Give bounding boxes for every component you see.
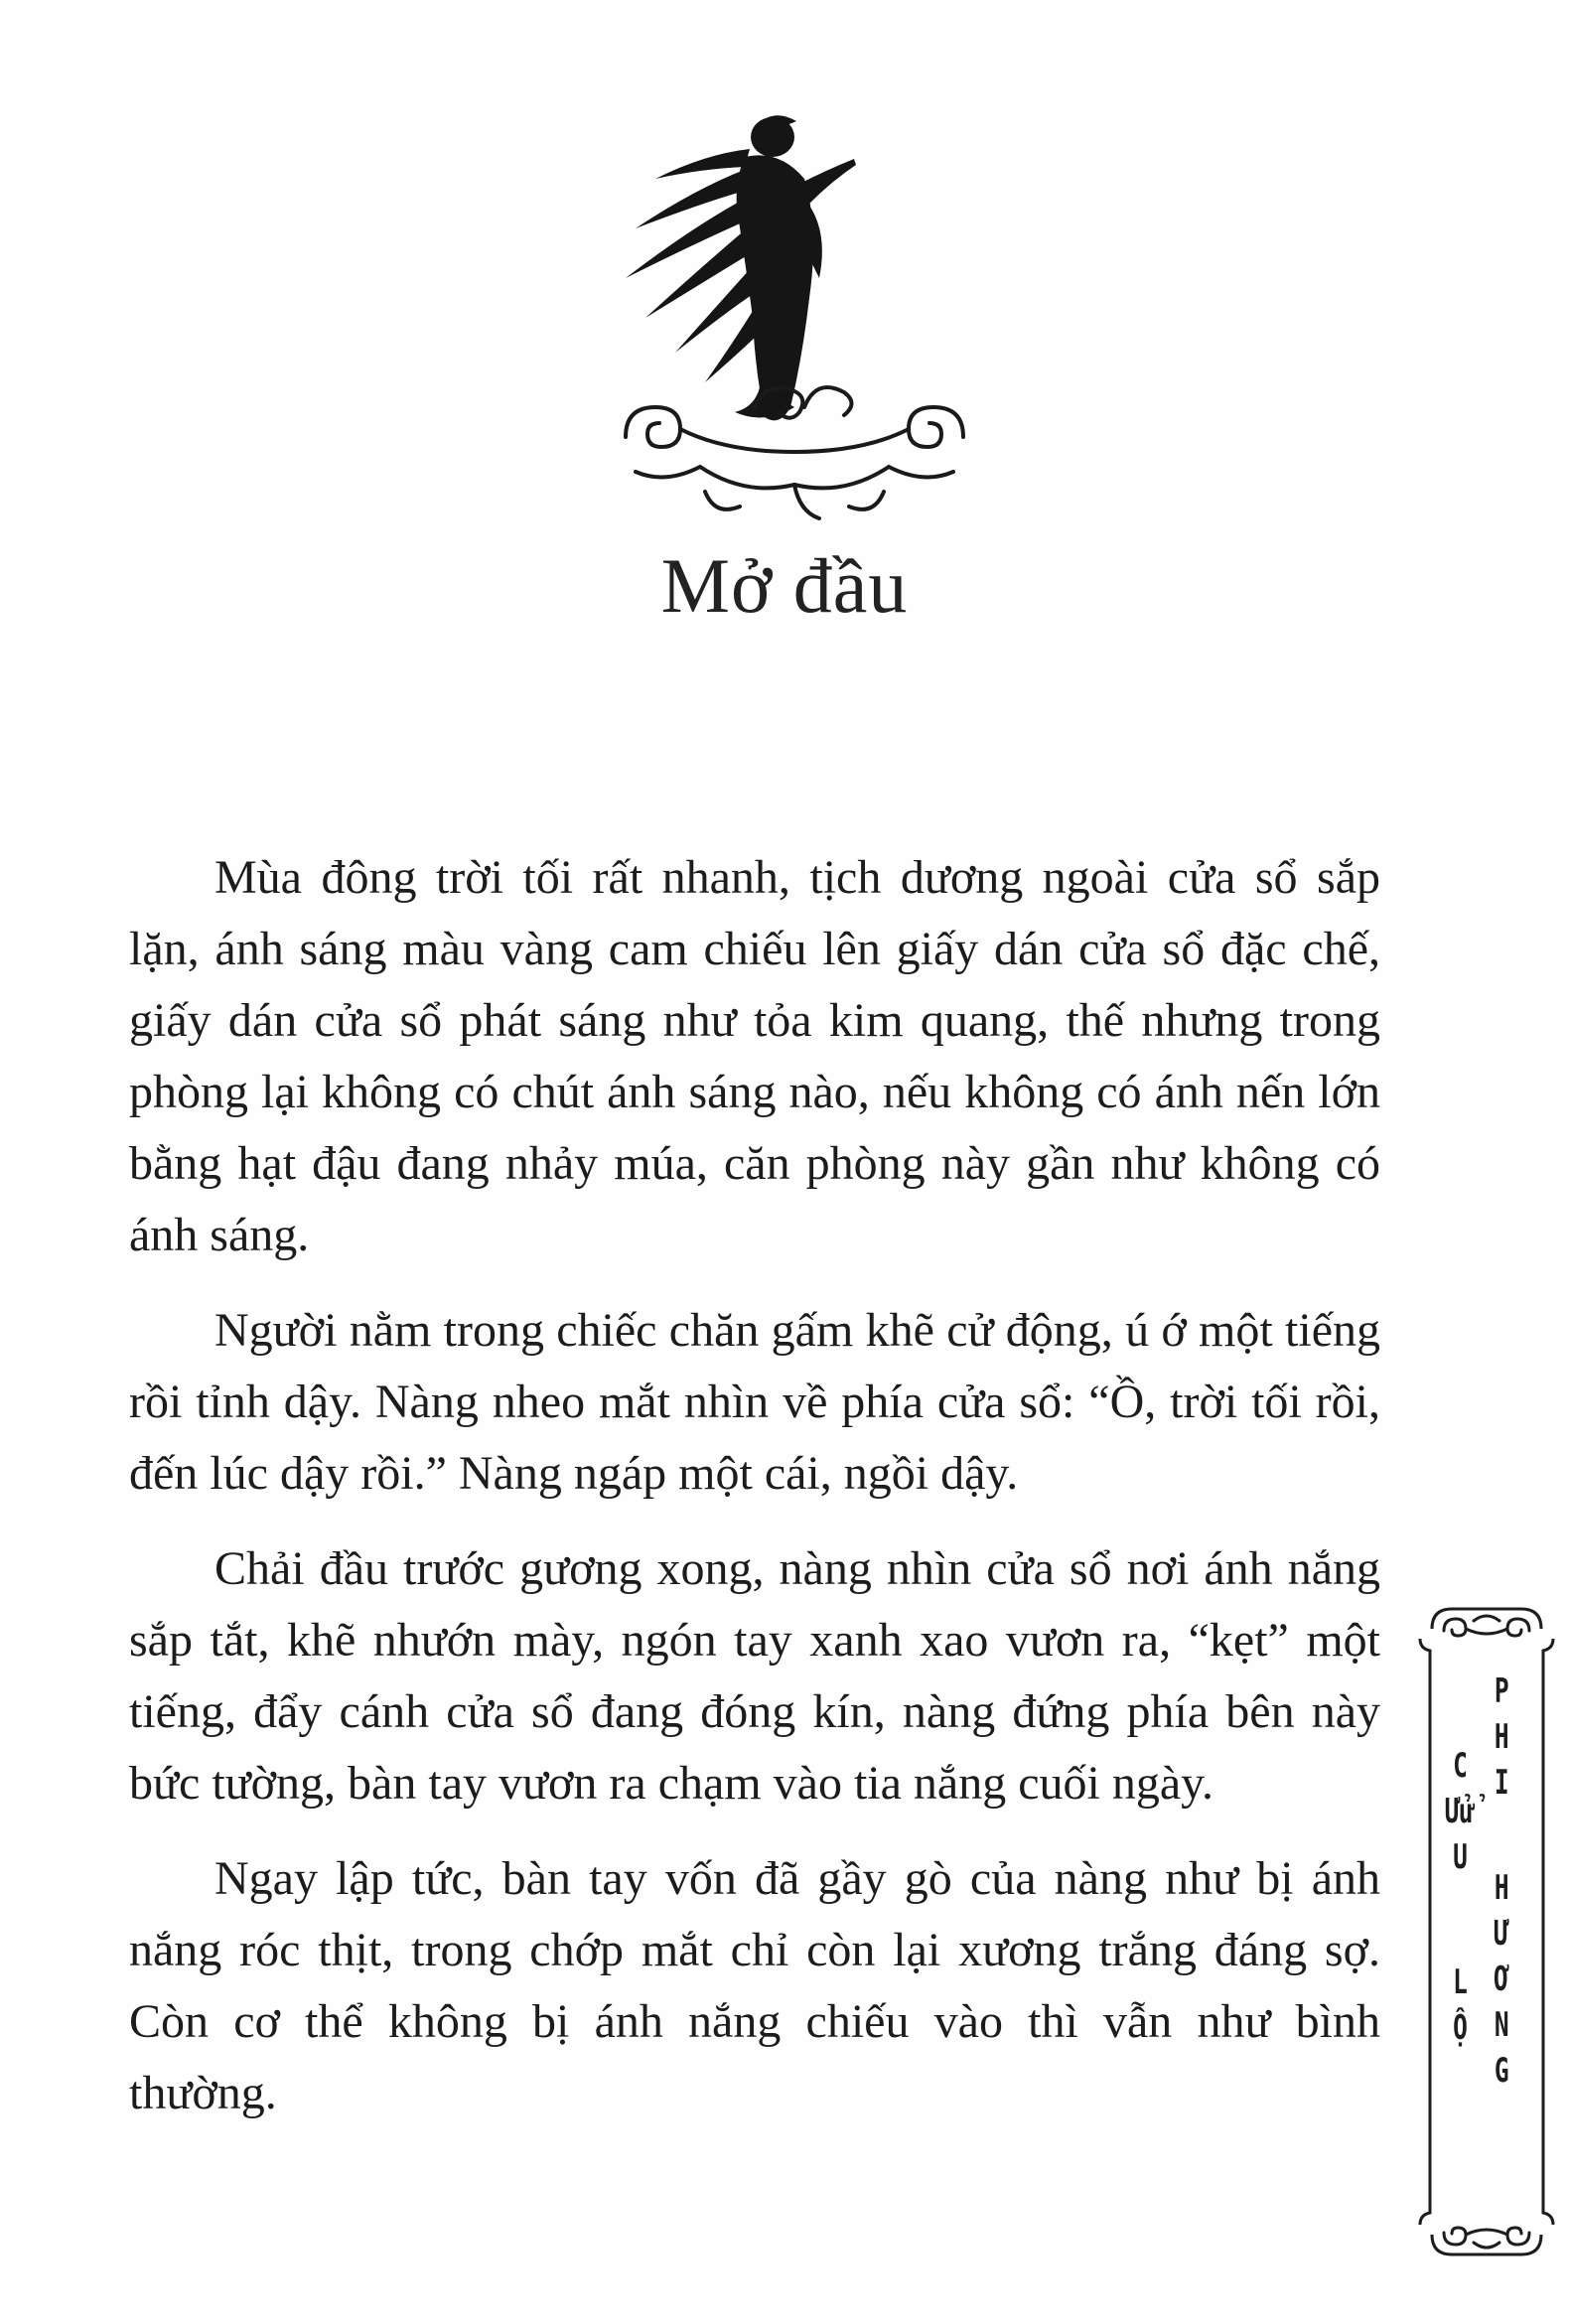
side-letter: C [1453, 1746, 1468, 1786]
side-letter: H [1494, 1868, 1509, 1908]
side-letter: Ư [1494, 1914, 1509, 1954]
chapter-title: Mở đầu [660, 542, 909, 629]
side-tab-frame [1412, 1589, 1561, 2274]
side-letter: H [1494, 1717, 1509, 1757]
side-letter: Ơ [1494, 1960, 1509, 1999]
side-letter: Ửử [1445, 1792, 1476, 1831]
side-tab [1412, 1589, 1561, 2274]
cloud-scroll-icon [1444, 1616, 1529, 1636]
side-letter: G [1494, 2051, 1509, 2091]
side-letter: L [1453, 1962, 1468, 2002]
paragraph: Ngay lập tức, bàn tay vốn đã gầy gò của nàng như bị ánh nắng róc thịt, trong chớp mắt chỉ còn lại xương trắng đáng sợ. Còn cơ thể không bị ánh nắng chiếu vào thì vẫn như bình thường. [129, 1852, 1380, 2119]
side-tab-book [1495, 1669, 1509, 2094]
paragraph: Mùa đông trời tối rất nhanh, tịch dương ngoài cửa sổ sắp lặn, ánh sáng màu vàng cam chiếu lên giấy dán cửa sổ đặc chế, giấy dán cửa sổ phát sáng như tỏa kim quang, thế nhưng trong phòng lại không có chút ánh sáng nào, nếu không có ánh nến lớn bằng hạt đậu đang nhảy múa, căn phòng này gần như không có ánh sáng. [129, 851, 1380, 1261]
side-letter: I [1494, 1763, 1509, 1803]
paragraph: Người nằm trong chiếc chăn gấm khẽ cử động, ú ớ một tiếng rồi tỉnh dậy. Nàng nheo mắt nhìn về phía cửa sổ: “Ồ, trời tối rồi, đến lúc dậy rồi.” Nàng ngáp một cái, ngồi dậy. [129, 1304, 1380, 1500]
paragraph: Chải đầu trước gương xong, nàng nhìn cửa sổ nơi ánh nắng sắp tắt, khẽ nhướn mày, ngón tay xanh xao vươn ra, “kẹt” một tiếng, đẩy cánh cửa sổ đang đóng kín, nàng đứng phía bên này bức tường, bàn tay vươn ra chạm vào tia nắng cuối ngày. [129, 1542, 1380, 1810]
side-letter: Ộ [1453, 2008, 1468, 2048]
side-letter: N [1494, 2005, 1509, 2045]
cloud-scroll-icon [1444, 2228, 1529, 2248]
side-tab-author [1446, 1743, 1475, 2051]
chapter-body [129, 842, 1380, 2153]
side-letter: P [1494, 1671, 1509, 1711]
side-letter: U [1453, 1837, 1468, 1877]
silhouette-with-cloud-scroll-icon [606, 109, 983, 536]
